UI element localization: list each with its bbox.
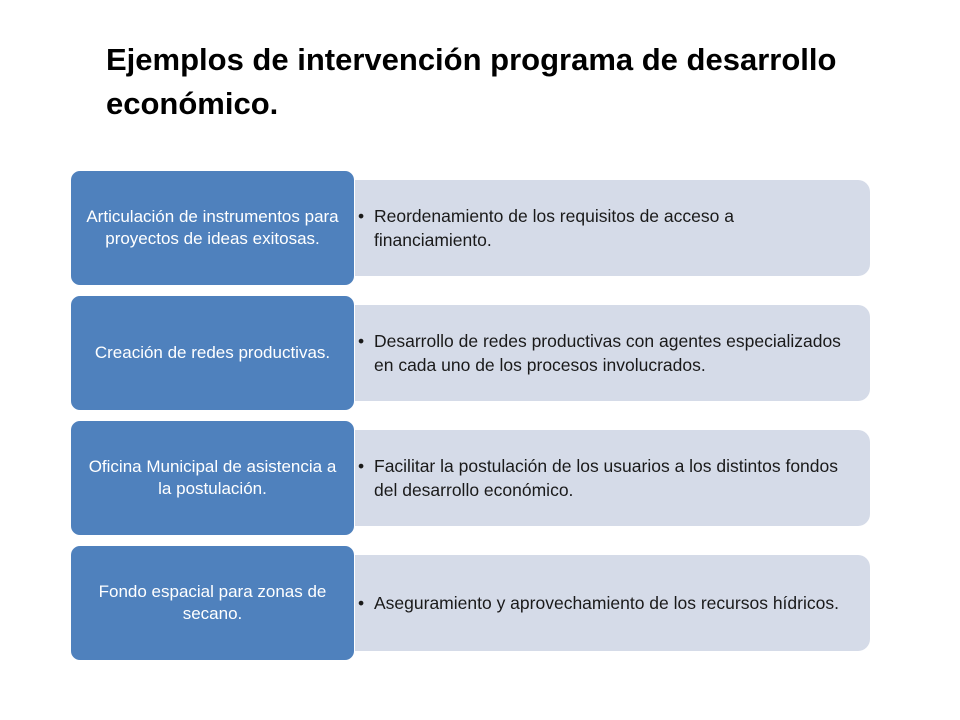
- heading-box: Articulación de instrumentos para proyectos de ideas exitosas.: [70, 170, 355, 286]
- description-panel: [320, 180, 870, 276]
- diagram-row: [70, 545, 875, 661]
- diagram-row: [70, 420, 875, 536]
- diagram-row: [70, 295, 875, 411]
- description-panel: [320, 430, 870, 526]
- heading-box: Creación de redes productivas.: [70, 295, 355, 411]
- description-panel: [320, 305, 870, 401]
- description-panel: [320, 555, 870, 651]
- slide-title: Ejemplos de intervención programa de desarrollo económico.: [106, 42, 837, 121]
- bullet-text: • Desarrollo de redes productivas con agentes especializados en cada uno de los procesos involucrados.: [358, 329, 850, 377]
- heading-box: Fondo espacial para zonas de secano.: [70, 545, 355, 661]
- bullet-text: • Aseguramiento y aprovechamiento de los recursos hídricos.: [358, 591, 839, 615]
- heading-box: Oficina Municipal de asistencia a la postulación.: [70, 420, 355, 536]
- bullet-text: • Facilitar la postulación de los usuarios a los distintos fondos del desarrollo económico.: [358, 454, 850, 502]
- bullet-text: • Reordenamiento de los requisitos de acceso a financiamiento.: [358, 204, 850, 252]
- diagram-row: [70, 170, 875, 286]
